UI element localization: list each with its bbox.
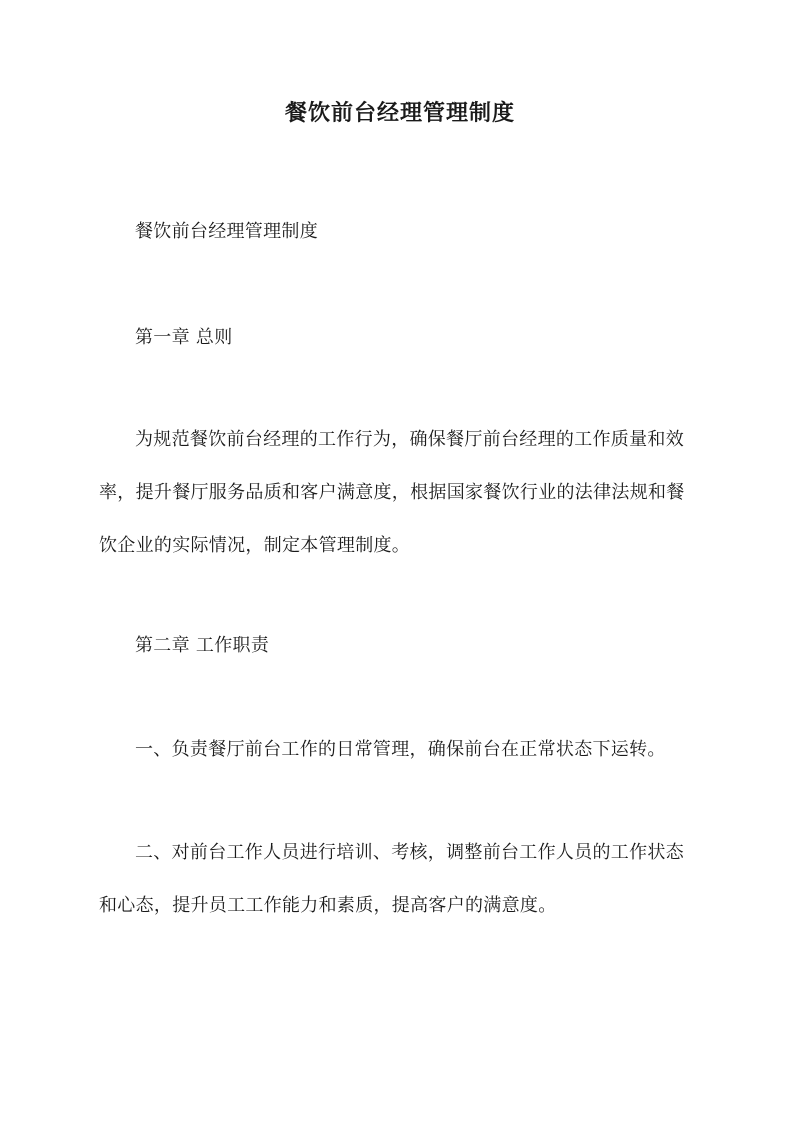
document-subtitle: 餐饮前台经理管理制度 (135, 221, 318, 242)
document-title: 餐饮前台经理管理制度 (284, 100, 515, 126)
chapter1-heading: 第一章 总则 (135, 327, 233, 348)
duty-item-1: 一、负责餐厅前台工作的日常管理，确保前台在正常状态下运转。 (135, 739, 666, 760)
duty-item-2: 二、对前台工作人员进行培训、考核，调整前台工作人员的工作状态和心态，提升员工工作能力和素质，提高客户的满意度。 (99, 842, 684, 916)
chapter2-heading: 第二章 工作职责 (135, 635, 270, 656)
chapter1-paragraph: 为规范餐饮前台经理的工作行为，确保餐厅前台经理的工作质量和效率，提升餐厅服务品质和客户满意度，根据国家餐饮行业的法律法规和餐饮企业的实际情况，制定本管理制度。 (99, 429, 685, 556)
